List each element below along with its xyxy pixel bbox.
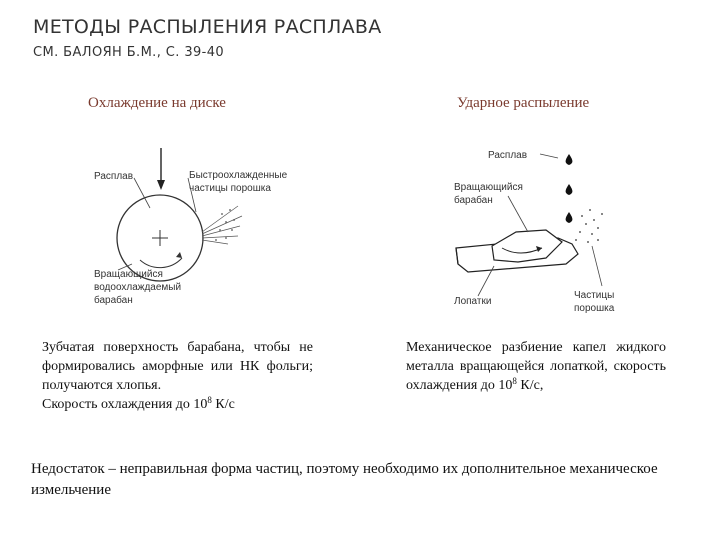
- left-cooling-rate: Скорость охлаждения до $10^8$ К/с: [42, 395, 235, 412]
- label-powder-particles-1: Частицы: [574, 290, 615, 301]
- label-fast-cooled-2: частицы порошка: [189, 183, 271, 194]
- right-rate-unit: К/с,: [516, 378, 544, 393]
- label-powder-particles-2: порошка: [574, 303, 615, 314]
- label-drum-2: водоохлаждаемый: [94, 282, 182, 293]
- right-description: [406, 338, 666, 395]
- label-fast-cooled-1: Быстроохлажденные: [189, 170, 288, 181]
- label-blades: Лопатки: [454, 296, 492, 307]
- right-rate-exponent: 8: [512, 376, 517, 386]
- left-rate-exponent: 8: [207, 395, 212, 405]
- impact-atomization-diagram: [448, 146, 630, 320]
- slide-title: МЕТОДЫ РАСПЫЛЕНИЯ РАСПЛАВА: [33, 16, 382, 38]
- left-description: [42, 338, 313, 414]
- disk-cooling-diagram: [88, 140, 298, 312]
- label-drum-1: Вращающийся: [94, 269, 163, 280]
- right-column-heading: Ударное распыление: [457, 95, 590, 111]
- label-drum-3: барабан: [94, 295, 133, 306]
- left-column-heading: Охлаждение на диске: [88, 95, 226, 111]
- drawback-note: Недостаток – неправильная форма частиц, поэтому необходимо их дополнительное механическое измельчение: [31, 461, 658, 498]
- label-melt-right: Расплав: [488, 150, 528, 161]
- left-description-text: Зубчатая поверхность барабана, чтобы не формировались аморфные или НК фольги; получаются хлопья.: [42, 340, 313, 393]
- slide-subtitle: СМ. БАЛОЯН Б.М., С. 39-40: [33, 45, 225, 60]
- label-rotating-drum-2: барабан: [454, 195, 493, 206]
- right-description-text: Механическое разбиение капел жидкого металла вращающейся лопаткой, скорость охлаждения до 10: [406, 340, 666, 393]
- label-melt: Расплав: [94, 171, 134, 182]
- label-rotating-drum-1: Вращающийся: [454, 182, 523, 193]
